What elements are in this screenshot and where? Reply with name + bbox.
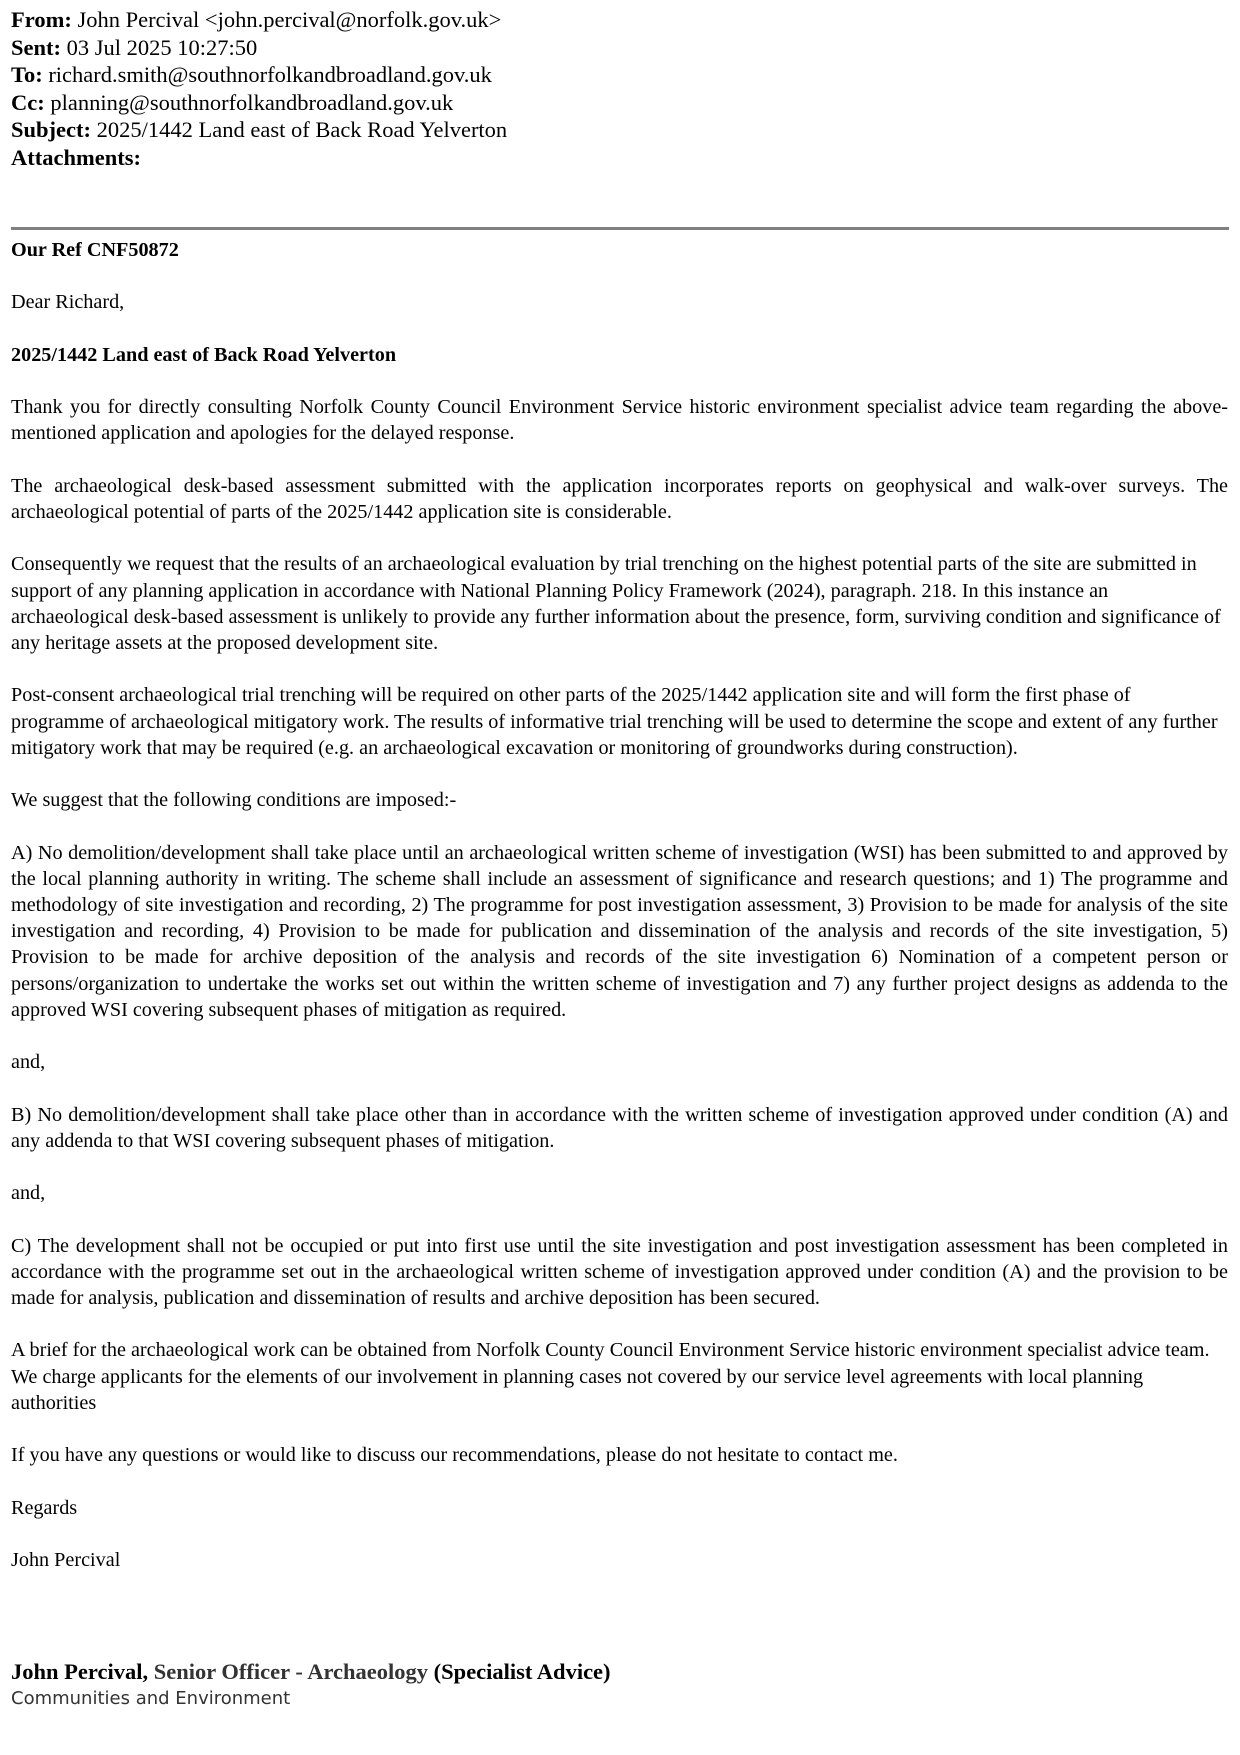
email-header — [11, 6, 507, 171]
paragraph: Consequently we request that the results of an archaeological evaluation by trial trenching on the highest potential parts of the site are submitted in support of any planning application in accordance with National Planning Policy Framework (2024), paragraph. 218. In this instance an archaeological desk-based assessment is unlikely to provide any further information about the presence, form, surviving condition and significance of any heritage assets at the proposed development site. — [11, 553, 1221, 654]
subject-value: 2025/1442 Land east of Back Road Yelverton — [96, 117, 508, 142]
sender-name: John Percival — [11, 1548, 121, 1571]
sent-row: Sent: 03 Jul 2025 10:27:50 — [11, 34, 258, 60]
paragraph: The archaeological desk-based assessment submitted with the application incorporates reports on geophysical and walk-over surveys. The archaeological potential of parts of the 2025/1442 application site is considerable. — [11, 474, 1228, 523]
paragraph: and, — [11, 1051, 46, 1074]
from-value: John Percival <john.percival@norfolk.gov.uk> — [77, 7, 502, 32]
paragraph: If you have any questions or would like to discuss our recommendations, please do not hesitate to contact me. — [11, 1444, 898, 1467]
cc-value: planning@southnorfolkandbroadland.gov.uk — [50, 89, 454, 115]
reference: Our Ref CNF50872 — [11, 239, 179, 261]
attachments-row: Attachments: — [11, 144, 141, 170]
sent-value: 03 Jul 2025 10:27:50 — [66, 34, 258, 60]
greeting: Dear Richard, — [11, 291, 125, 314]
signature-name: John Percival, — [11, 1659, 149, 1684]
cc-row: Cc: planning@southnorfolkandbroadland.gov.uk — [11, 89, 454, 115]
from-row: From: John Percival <john.percival@norfolk.gov.uk> — [11, 7, 502, 32]
header-divider — [11, 227, 1229, 230]
paragraph: Post-consent archaeological trial trenching will be required on other parts of the 2025/1442 application site and will form the first phase of programme of archaeological mitigatory work. The results of informative trial trenching will be used to determine the scope and extent of any further mitigatory work that may be required (e.g. an archaeological excavation or monitoring of groundworks during construction). — [11, 684, 1218, 759]
subject-row: Subject: 2025/1442 Land east of Back Road Yelverton — [11, 117, 508, 142]
condition-b: B) No demolition/development shall take place other than in accordance with the written scheme of investigation approved under condition (A) and any addenda to that WSI covering subsequent phases of mitigation. — [11, 1103, 1228, 1152]
signature — [11, 1658, 611, 1712]
to-value: richard.smith@southnorfolkandbroadland.gov.uk — [48, 62, 492, 87]
email-body — [11, 237, 1228, 1599]
paragraph: and, — [11, 1182, 46, 1205]
signature-unit: (Specialist Advice) — [433, 1659, 611, 1684]
signature-title: Senior Officer - Archaeology — [153, 1659, 429, 1684]
paragraph: Thank you for directly consulting Norfolk County Council Environment Service historic environment specialist advice team regarding the above-mentioned application and apologies for the delayed response. — [11, 396, 1228, 445]
condition-a: A) No demolition/development shall take place until an archaeological written scheme of investigation (WSI) has been submitted to and approved by the local planning authority in writing. The scheme shall include an assessment of significance and research questions; and 1) The programme and methodology of site investigation and recording, 2) The programme for post investigation assessment, 3) Provision to be made for analysis of the site investigation and recording, 4) Provision to be made for publication and dissemination of the analysis and records of the site investigation, 5) Provision to be made for archive deposition of the analysis and records of the site investigation 6) Nomination of a competent person or persons/organization to undertake the works set out within the written scheme of investigation and 7) any further project designs as addenda to the approved WSI covering subsequent phases of mitigation as required. — [11, 841, 1228, 1021]
paragraph: We suggest that the following conditions are imposed:- — [11, 789, 457, 812]
paragraph: A brief for the archaeological work can be obtained from Norfolk County Council Environment Service historic environment specialist advice team. We charge applicants for the elements of our involvement in planning cases not covered by our service level agreements with local planning authorities — [11, 1339, 1210, 1414]
body-heading: 2025/1442 Land east of Back Road Yelverton — [11, 343, 397, 366]
to-row: To: richard.smith@southnorfolkandbroadland.gov.uk — [11, 62, 492, 87]
signature-department: Communities and Environment — [11, 1688, 291, 1709]
closing: Regards — [11, 1496, 78, 1519]
condition-c: C) The development shall not be occupied or put into first use until the site investigation and post investigation assessment has been completed in accordance with the programme set out in the archaeological written scheme of investigation approved under condition (A) and the provision to be made for analysis, publication and dissemination of results and archive deposition has been secured. — [11, 1234, 1228, 1309]
